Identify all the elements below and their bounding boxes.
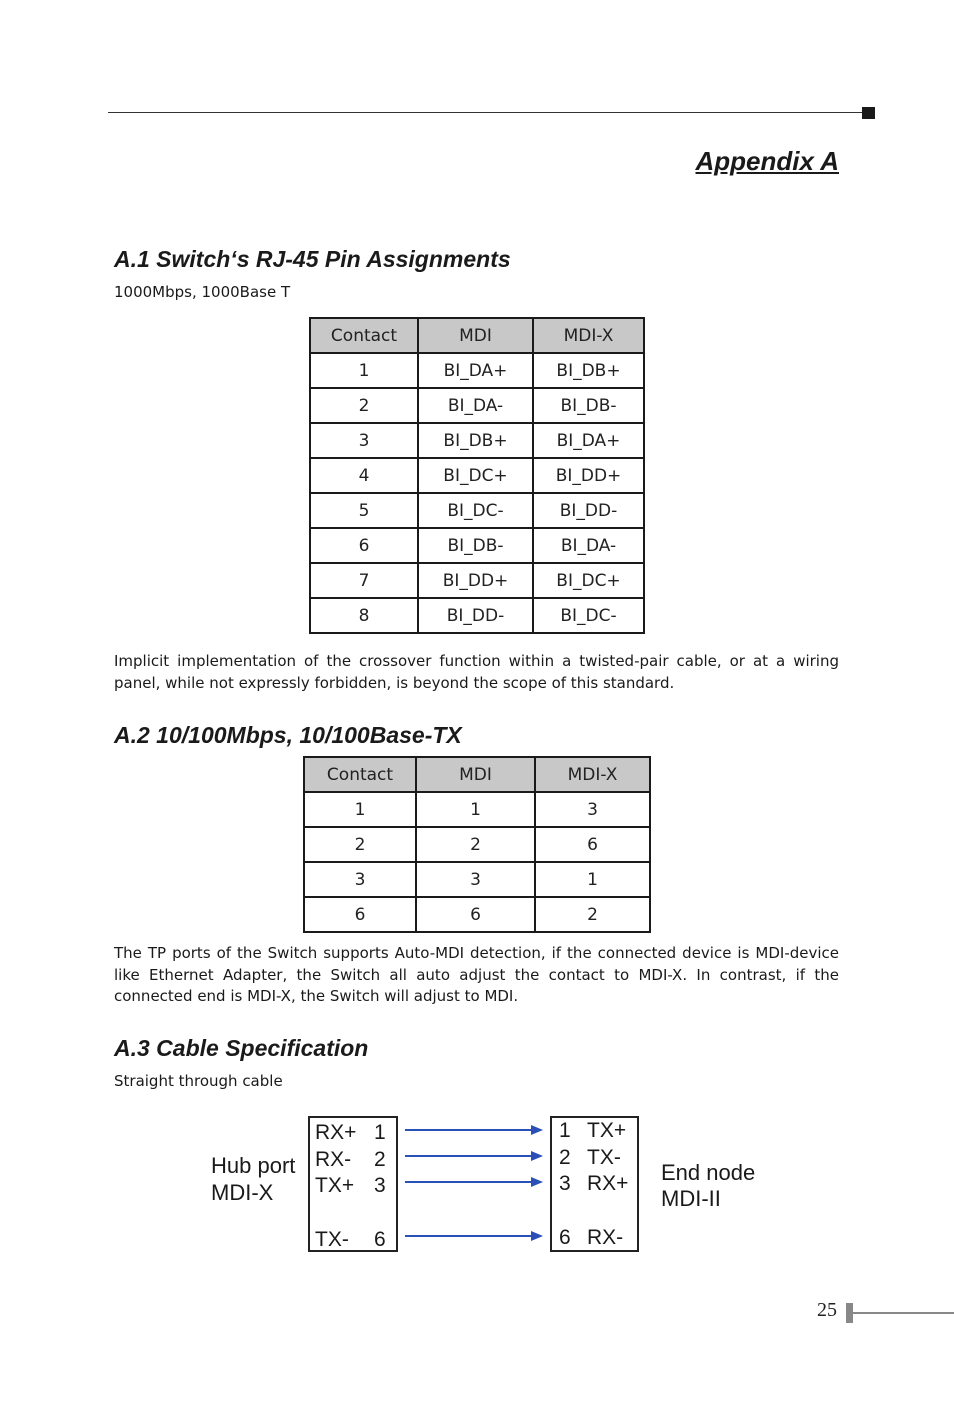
footer-marker [846, 1303, 853, 1323]
table-row [310, 458, 644, 493]
hub-pin-number: 2 [374, 1148, 386, 1171]
hub-pin-number: 1 [374, 1121, 386, 1144]
cell-mdi: 3 [416, 862, 535, 897]
cell-mdix: BI_DB+ [533, 353, 644, 388]
hub-pin-number: 3 [374, 1174, 386, 1197]
cell-contact: 5 [310, 493, 418, 528]
node-pin-number: 3 [559, 1172, 571, 1195]
table-row [304, 792, 650, 827]
node-pin-number: 6 [559, 1226, 571, 1249]
hub-pin-signal: TX- [315, 1228, 349, 1251]
header-rule [108, 112, 864, 113]
straight-through-cable-diagram [205, 1110, 775, 1260]
node-pin-signal: TX- [587, 1146, 621, 1169]
cell-mdix: 3 [535, 792, 650, 827]
table-row [310, 423, 644, 458]
page-number: 25 [817, 1299, 837, 1321]
table-row [310, 528, 644, 563]
cell-contact: 3 [310, 423, 418, 458]
cell-contact: 6 [304, 897, 416, 932]
header-contact: Contact [304, 757, 416, 792]
table-row [310, 563, 644, 598]
cell-mdi: BI_DB- [418, 528, 533, 563]
cell-contact: 6 [310, 528, 418, 563]
hub-pin-signal: RX- [315, 1148, 352, 1171]
table-row [310, 493, 644, 528]
cell-mdi: BI_DA+ [418, 353, 533, 388]
header-contact: Contact [310, 318, 418, 353]
cell-mdix: BI_DA- [533, 528, 644, 563]
cell-mdi: BI_DD- [418, 598, 533, 633]
footer-rule [853, 1312, 954, 1314]
hub-pin-number: 6 [374, 1228, 386, 1251]
table-row [304, 862, 650, 897]
node-pin-number: 2 [559, 1146, 571, 1169]
cell-mdix: BI_DC- [533, 598, 644, 633]
cell-mdix: BI_DD+ [533, 458, 644, 493]
header-mdix: MDI-X [533, 318, 644, 353]
cell-contact: 1 [310, 353, 418, 388]
node-pin-signal: TX+ [587, 1119, 627, 1142]
cell-contact: 8 [310, 598, 418, 633]
hub-pin-signal: RX+ [315, 1121, 357, 1144]
cell-mdix: 2 [535, 897, 650, 932]
appendix-title: Appendix A [695, 146, 839, 176]
section-a3-title: A.3 Cable Specification [114, 1035, 369, 1061]
cell-contact: 1 [304, 792, 416, 827]
end-node-label: End node [661, 1160, 756, 1185]
table-header-row [304, 757, 650, 792]
fast-ethernet-pin-table [303, 756, 651, 933]
header-mdi: MDI [418, 318, 533, 353]
cell-contact: 3 [304, 862, 416, 897]
header-mdi: MDI [416, 757, 535, 792]
cell-mdix: BI_DA+ [533, 423, 644, 458]
section-a2-note: The TP ports of the Switch supports Auto-MDI detection, if the connected device is MDI-device like Ethernet Adapter, the Switch all auto adjust the contact to MDI-X. In contrast, if the connected end is MDI-X, the Switch will adjust to MDI. [114, 944, 839, 1005]
table-row [304, 897, 650, 932]
node-pin-signal: RX+ [587, 1172, 629, 1195]
hub-port-mode-label: MDI-X [211, 1180, 274, 1205]
end-node-mode-label: MDI-II [661, 1186, 721, 1211]
section-a1-title: A.1 Switch‘s RJ-45 Pin Assignments [114, 246, 511, 272]
table-row [310, 388, 644, 423]
cell-mdi: 2 [416, 827, 535, 862]
table-row [304, 827, 650, 862]
cell-mdi: BI_DA- [418, 388, 533, 423]
section-a1-subtitle: 1000Mbps, 1000Base T [114, 283, 291, 301]
table-row [310, 598, 644, 633]
header-square-marker [862, 107, 875, 119]
cell-mdi: 6 [416, 897, 535, 932]
table-row [310, 353, 644, 388]
cell-mdi: BI_DC+ [418, 458, 533, 493]
cell-contact: 4 [310, 458, 418, 493]
cell-mdi: 1 [416, 792, 535, 827]
cell-mdix: 1 [535, 862, 650, 897]
cell-contact: 7 [310, 563, 418, 598]
cell-mdix: BI_DC+ [533, 563, 644, 598]
cell-mdix: BI_DD- [533, 493, 644, 528]
node-pin-number: 1 [559, 1119, 571, 1142]
hub-port-label: Hub port [211, 1153, 296, 1178]
cell-contact: 2 [304, 827, 416, 862]
table-header-row [310, 318, 644, 353]
cell-mdi: BI_DD+ [418, 563, 533, 598]
section-a3-subtitle: Straight through cable [114, 1072, 283, 1090]
section-a2-title: A.2 10/100Mbps, 10/100Base-TX [114, 722, 462, 748]
cell-mdix: BI_DB- [533, 388, 644, 423]
cell-mdi: BI_DB+ [418, 423, 533, 458]
cell-contact: 2 [310, 388, 418, 423]
cell-mdi: BI_DC- [418, 493, 533, 528]
section-a1-note: Implicit implementation of the crossover function within a twisted-pair cable, or at a wiring panel, while not expressly forbidden, is beyond the scope of this standard. [114, 652, 839, 692]
gigabit-pin-table [309, 317, 645, 634]
hub-pin-signal: TX+ [315, 1174, 355, 1197]
header-mdix: MDI-X [535, 757, 650, 792]
node-pin-signal: RX- [587, 1226, 624, 1249]
cell-mdix: 6 [535, 827, 650, 862]
